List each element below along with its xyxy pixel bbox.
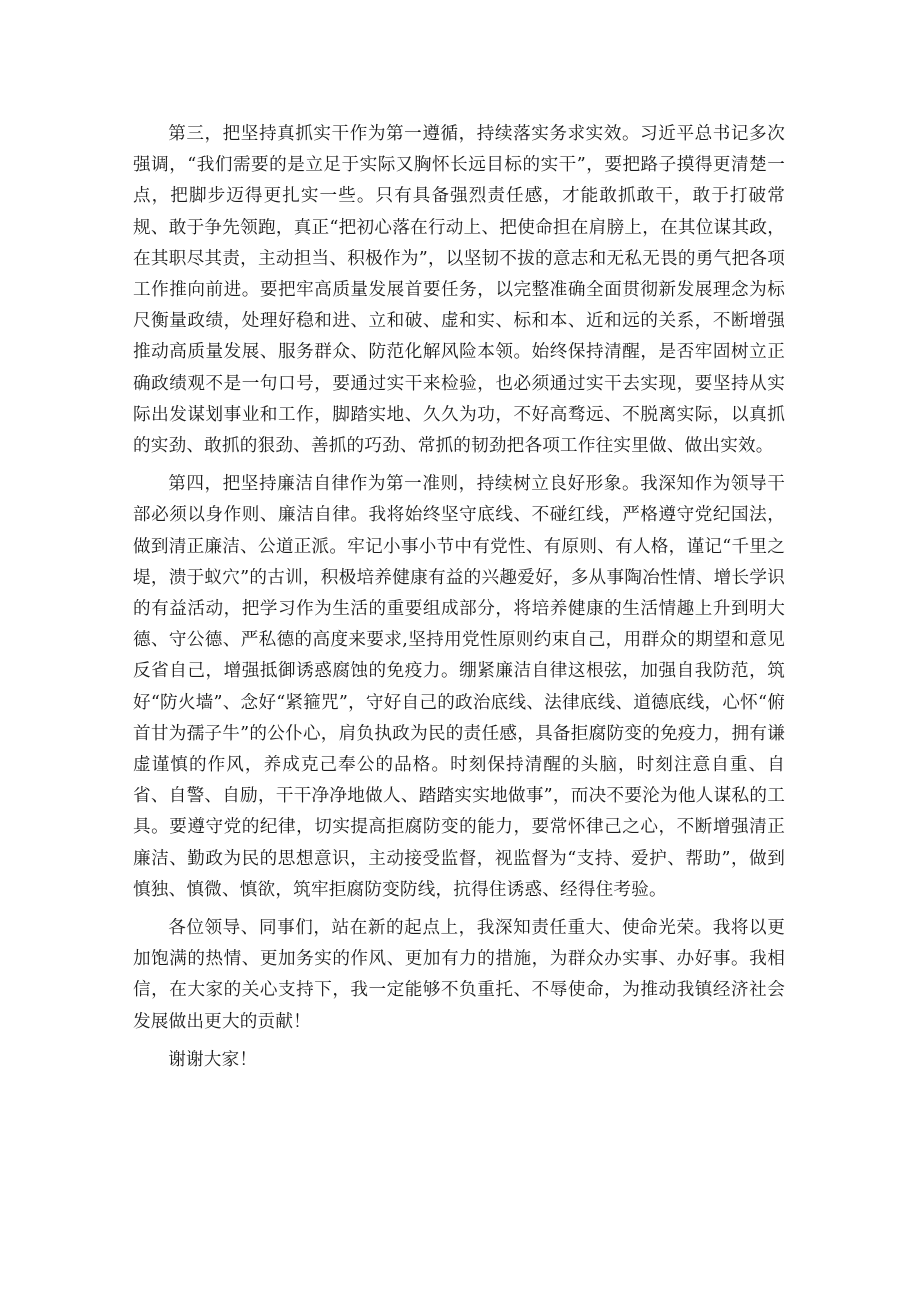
paragraph-fourth-principle: 第四，把坚持廉洁自律作为第一准则，持续树立良好形象。我深知作为领导干部必须以身作则、廉洁自律。我将始终坚守底线、不碰红线，严格遵守党纪国法，做到清正廉洁、公道正派。牢记小事小节中有党性、有原则、有人格，谨记“千里之堤，溃于蚁穴”的古训，积极培养健康有益的兴趣爱好，多从事陶冶性情、增长学识的有益活动，把学习作为生活的重要组成部分，将培养健康的生活情趣上升到明大德、守公德、严私德的高度来要求,坚持用党性原则约束自己，用群众的期望和意见反省自己，增强抵御诱惑腐蚀的免疫力。绷紧廉洁自律这根弦，加强自我防范，筑好“防火墙”、念好“紧箍咒”，守好自己的政治底线、法律底线、道德底线，心怀“俯首甘为孺子牛”的公仆心，肩负执政为民的责任感，具备拒腐防变的免疫力，拥有谦虚谨慎的作风，养成克己奉公的品格。时刻保持清醒的头脑，时刻注意自重、自省、自警、自励，干干净净地做人、踏踏实实地做事”，而决不要沦为他人谋私的工具。要遵守党的纪律，切实提高拒腐防变的能力，要常怀律己之心，不断增强清正廉洁、勤政为民的思想意识，主动接受监督，视监督为“支持、爱护、帮助”，做到慎独、慎微、慎欲，筑牢拒腐防变防线，抗得住诱惑、经得住考验。: [133, 474, 785, 900]
paragraph-closing-statement: 各位领导、同事们，站在新的起点上，我深知责任重大、使命光荣。我将以更加饱满的热情、更加务实的作风、更加有力的措施，为群众办实事、办好事。我相信，在大家的关心支持下，我一定能够不负重托、不辱使命，为推动我镇经济社会发展做出更大的贡献！: [133, 918, 785, 1032]
document-body: [133, 119, 785, 1083]
paragraph-third-principle: 第三，把坚持真抓实干作为第一遵循，持续落实务求实效。习近平总书记多次强调，“我们需要的是立足于实际又胸怀长远目标的实干”，要把路子摸得更清楚一点，把脚步迈得更扎实一些。只有具备强烈责任感，才能敢抓敢干，敢于打破常规、敢于争先领跑，真正“把初心落在行动上、把使命担在肩膀上，在其位谋其政，在其职尽其责，主动担当、积极作为”，以坚韧不拔的意志和无私无畏的勇气把各项工作推向前进。要把牢高质量发展首要任务，以完整准确全面贯彻新发展理念为标尺衡量政绩，处理好稳和进、立和破、虚和实、标和本、近和远的关系，不断增强推动高质量发展、服务群众、防范化解风险本领。始终保持清醒，是否牢固树立正确政绩观不是一句口号，要通过实干来检验，也必须通过实干去实现，要坚持从实际出发谋划事业和工作，脚踏实地、久久为功，不好高骛远、不脱离实际，以真抓的实劲、敢抓的狠劲、善抓的巧劲、常抓的韧劲把各项工作往实里做、做出实效。: [133, 124, 785, 457]
paragraph-thanks: 谢谢大家！: [168, 1049, 258, 1070]
